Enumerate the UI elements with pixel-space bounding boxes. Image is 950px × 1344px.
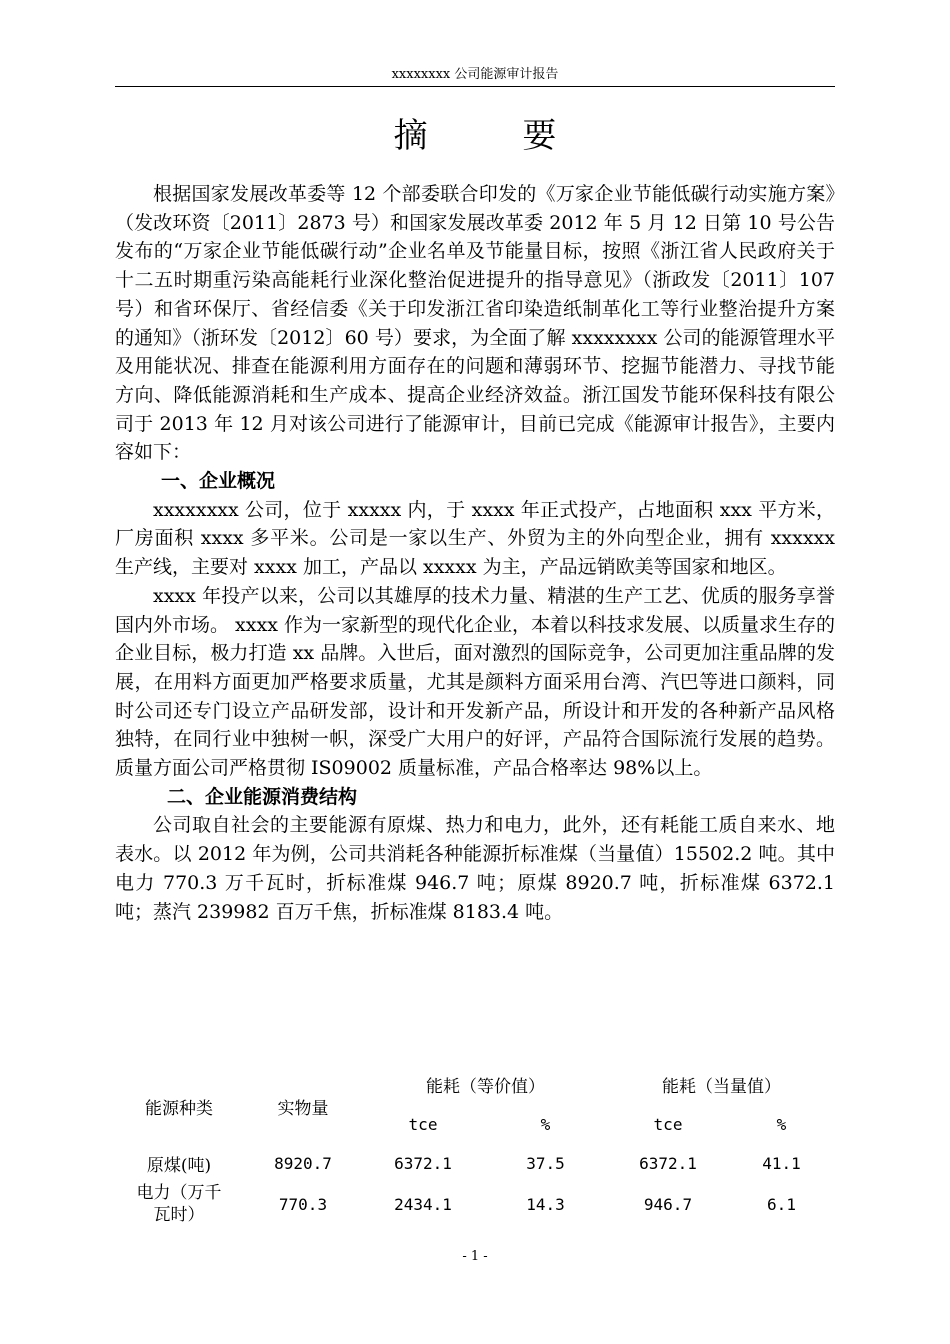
cell-eq-pct: 37.5 [526, 1153, 565, 1173]
page-title: 摘 要 [393, 116, 599, 156]
abstract-body [115, 180, 835, 926]
intro-paragraph: 根据国家发展改革委等 12 个部委联合印发的《万家企业节能低碳行动实施方案》（发改环资〔2011〕2873 号）和国家发展改革委 2012 年 5 月 12 日第 10 号公告发布的“万家企业节能低碳行动”企业名单及节能量目标，按照《浙江省人民政府关于十二五时期重污染高能耗行业深化整治促进提升的指导意见》（浙政发〔2011〕107 号）和省环保厅、省经信委《关于印发浙江省印染造纸制革化工等行业整治提升方案的通知》（浙环发〔2012〕60 号）要求，为全面了解 xxxxxxxx 公司的能源管理水平及用能状况、排查在能源利用方面存在的问题和薄弱环节、挖掘节能潜力、寻找节能方向、降低能源消耗和生产成本、提高企业经济效益。浙江国发节能环保科技有限公司于 2013 年 12 月对该公司进行了能源审计，目前已完成《能源审计报告》，主要内容如下： [115, 183, 835, 464]
header-calorific-value: 能耗（当量值） [662, 1076, 781, 1097]
section-heading-overview: 一、企业概况 [161, 470, 276, 493]
section-heading-energy-structure: 二、企业能源消费结构 [167, 785, 358, 808]
subheader-tce: tce [653, 1114, 683, 1134]
subheader-percent: % [776, 1114, 787, 1134]
cell-cal-pct: 6.1 [767, 1194, 796, 1214]
cell-eq-tce: 2434.1 [394, 1194, 452, 1214]
overview-paragraph-1: xxxxxxxx 公司，位于 xxxxx 内，于 xxxx 年正式投产，占地面积 xxx 平方米，厂房面积 xxxx 多平米。公司是一家以生产、外贸为主的外向型企业，拥有 xxxxxx 生产线，主要对 xxxx 加工，产品以 xxxxx 为主，产品远销欧美等国家和地区。 [115, 498, 835, 579]
header-divider [115, 86, 835, 87]
header-equivalent-value: 能耗（等价值） [426, 1076, 545, 1097]
cell-energy-name: 电力（万千瓦时） [136, 1183, 222, 1225]
cell-eq-tce: 6372.1 [394, 1153, 452, 1173]
page-number: - 1 - [462, 1249, 488, 1264]
table-row [115, 1180, 835, 1228]
running-header: xxxxxxxx 公司能源审计报告 [391, 67, 559, 82]
header-physical-quantity: 实物量 [277, 1098, 329, 1119]
overview-paragraph-2: xxxx 年投产以来，公司以其雄厚的技术力量、精湛的生产工艺、优质的服务享誉国内外市场。 xxxx 作为一家新型的现代化企业，本着以科技求发展、以质量求生存的企业目标，极力打造 xx 品牌。入世后，面对激烈的国际竞争，公司更加注重品牌的发展，在用料方面更加严格要求质量，尤其是颜料方面采用台湾、汽巴等进口颜料，同时公司还专门设立产品研发部，设计和开发新产品，所设计和开发的各种新产品风格独特，在同行业中独树一帜，深受广大用户的好评，产品符合国际流行发展的趋势。质量方面公司严格贯彻 IS09002 质量标准，产品合格率达 98%以上。 [115, 584, 835, 780]
cell-physical: 770.3 [278, 1194, 328, 1214]
cell-energy-name: 原煤(吨) [146, 1155, 212, 1176]
cell-physical: 8920.7 [274, 1153, 332, 1173]
energy-structure-paragraph: 公司取自社会的主要能源有原煤、热力和电力，此外，还有耗能工质自来水、地表水。以 2012 年为例，公司共消耗各种能源折标准煤（当量值）15502.2 吨。其中电力 770.3 万千瓦时，折标准煤 946.7 吨；原煤 8920.7 吨，折标准煤 6372.1 吨；蒸汽 239982 百万千焦，折标准煤 8183.4 吨。 [115, 814, 835, 923]
subheader-percent: % [540, 1114, 551, 1134]
cell-eq-pct: 14.3 [526, 1194, 565, 1214]
table-header-row [115, 1066, 835, 1102]
energy-consumption-table [115, 1066, 835, 1228]
subheader-tce: tce [408, 1114, 438, 1134]
cell-cal-tce: 6372.1 [639, 1153, 697, 1173]
cell-cal-tce: 946.7 [643, 1194, 693, 1214]
header-energy-type: 能源种类 [145, 1098, 213, 1119]
cell-cal-pct: 41.1 [762, 1153, 801, 1173]
table-row [115, 1146, 835, 1180]
